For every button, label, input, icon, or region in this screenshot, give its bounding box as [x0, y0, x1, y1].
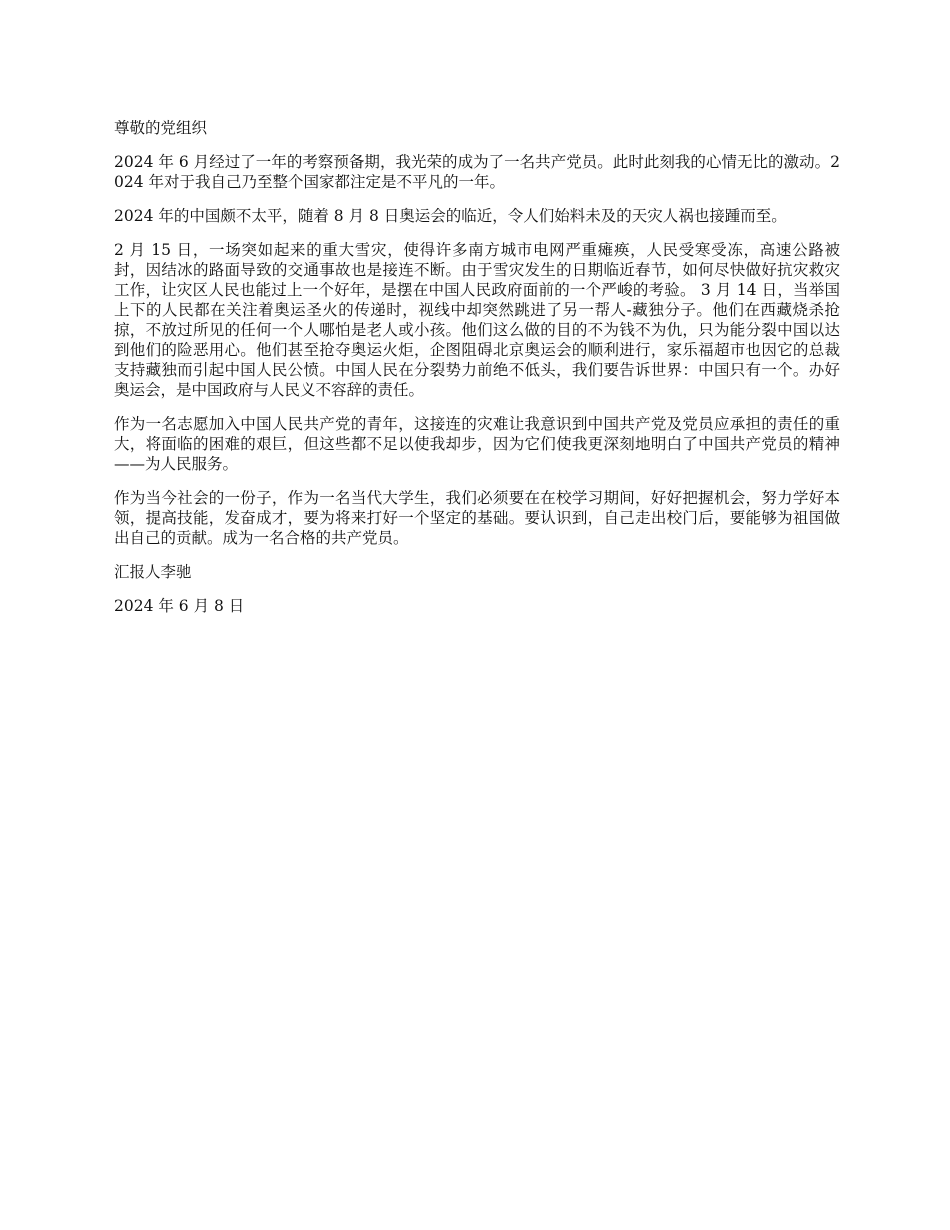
- body-paragraph-2: 2024 年的中国颇不太平，随着 8 月 8 日奥运会的临近，令人们始料未及的天灾人祸也接踵而至。: [114, 207, 787, 225]
- body-paragraph-1: 2024 年 6 月经过了一年的考察预备期，我光荣的成为了一名共产党员。此时此刻我的心情无比的激动。2024 年对于我自己乃至整个国家都注定是不平凡的一年。: [114, 153, 840, 191]
- salutation: 尊敬的党组织: [114, 119, 208, 137]
- letter-document: [114, 118, 840, 630]
- signature: 汇报人李驰: [114, 563, 192, 581]
- body-paragraph-4: 作为一名志愿加入中国人民共产党的青年，这接连的灾难让我意识到中国共产党及党员应承担的责任的重大，将面临的困难的艰巨，但这些都不足以使我却步，因为它们使我更深刻地明白了中国共产党员的精神——为人民服务。: [114, 415, 840, 473]
- body-paragraph-5: 作为当今社会的一份子，作为一名当代大学生，我们必须要在在校学习期间，好好把握机会，努力学好本领，提高技能，发奋成才，要为将来打好一个坚定的基础。要认识到，自己走出校门后，要能够为祖国做出自己的贡献。成为一名合格的共产党员。: [114, 489, 840, 547]
- date: 2024 年 6 月 8 日: [114, 597, 245, 615]
- body-paragraph-3: 2 月 15 日，一场突如起来的重大雪灾，使得许多南方城市电网严重瘫痪，人民受寒受冻，高速公路被封，因结冰的路面导致的交通事故也是接连不断。由于雪灾发生的日期临近春节，如何尽快做好抗灾救灾工作，让灾区人民也能过上一个好年，是摆在中国人民政府面前的一个严峻的考验。 3 月 14 日，当举国上下的人民都在关注着奥运圣火的传递时，视线中却突然跳进了另一帮人-藏独分子。他们在西藏烧杀抢掠，不放过所见的任何一个人哪怕是老人或小孩。他们这么做的目的不为钱不为仇，只为能分裂中国以达到他们的险恶用心。他们甚至抢夺奥运火炬，企图阻碍北京奥运会的顺利进行，家乐福超市也因它的总裁支持藏独而引起中国人民公愤。中国人民在分裂势力前绝不低头，我们要告诉世界：中国只有一个。办好奥运会，是中国政府与人民义不容辞的责任。: [114, 241, 840, 399]
